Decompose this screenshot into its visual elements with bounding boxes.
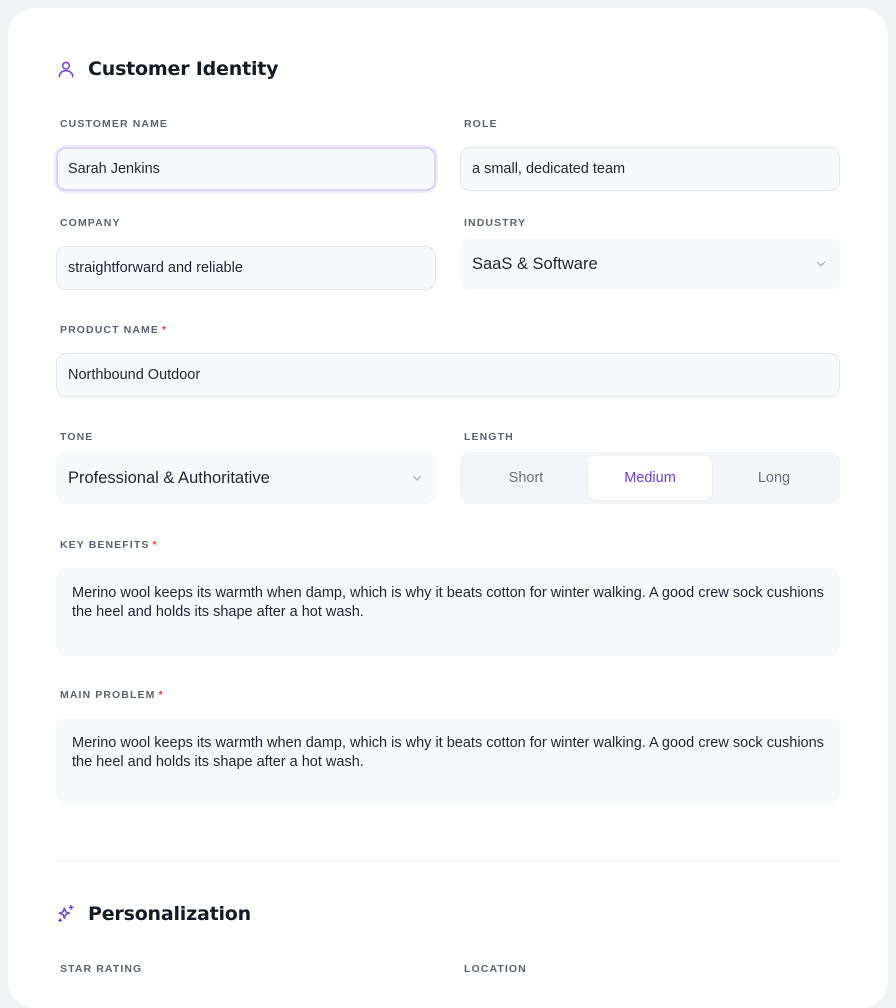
key-benefits-textarea[interactable] — [56, 568, 840, 656]
industry-select[interactable] — [460, 238, 840, 290]
section-title: Personalization — [88, 903, 251, 925]
chevron-down-icon — [410, 471, 424, 485]
required-marker: * — [158, 689, 164, 701]
chevron-down-icon — [814, 257, 828, 271]
main-problem-label-text: MAIN PROBLEM — [60, 689, 156, 701]
section-customer-identity — [56, 58, 278, 80]
tone-label: TONE — [60, 431, 94, 443]
section-personalization — [56, 903, 251, 925]
tone-value: Professional & Authoritative — [68, 468, 270, 487]
industry-value: SaaS & Software — [472, 254, 598, 273]
section-divider — [56, 860, 840, 861]
industry-label: INDUSTRY — [464, 217, 527, 229]
key-benefits-label-text: KEY BENEFITS — [60, 539, 150, 551]
sparkles-icon — [56, 904, 76, 924]
length-option-short[interactable]: Short — [508, 470, 544, 486]
main-problem-value: Merino wool keeps its warmth when damp, which is why it beats cotton for winter walking. A good crew sock cushions the heel and holds its shape after a hot wash. — [72, 735, 824, 770]
required-marker: * — [152, 539, 158, 551]
required-marker: * — [161, 324, 168, 336]
role-value: a small, dedicated team — [472, 161, 626, 177]
length-option-medium[interactable]: Medium — [588, 456, 712, 500]
section-title: Customer Identity — [88, 58, 279, 80]
customer-name-value: Sarah Jenkins — [68, 161, 160, 177]
location-label: LOCATION — [464, 963, 527, 975]
key-benefits-label — [60, 539, 158, 551]
role-label: ROLE — [464, 118, 498, 130]
customer-name-label: CUSTOMER NAME — [60, 118, 169, 130]
tone-select[interactable] — [56, 452, 436, 504]
main-problem-label — [60, 689, 164, 701]
product-name-value: Northbound Outdoor — [68, 367, 201, 383]
user-icon — [56, 59, 76, 79]
length-segmented-control — [460, 452, 840, 504]
product-name-label-text: PRODUCT NAME — [60, 324, 159, 336]
product-name-input[interactable] — [56, 353, 840, 397]
key-benefits-value: Merino wool keeps its warmth when damp, which is why it beats cotton for winter walking. A good crew sock cushions the heel and holds its shape after a hot wash. — [72, 585, 824, 620]
length-label: LENGTH — [464, 431, 514, 443]
company-input[interactable] — [56, 246, 436, 290]
role-input[interactable] — [460, 147, 840, 191]
product-name-label — [60, 324, 167, 336]
star-rating-label: STAR RATING — [60, 963, 143, 975]
customer-name-input[interactable] — [56, 147, 436, 191]
main-problem-textarea[interactable] — [56, 718, 840, 805]
company-label: COMPANY — [60, 217, 121, 229]
company-value: straightforward and reliable — [68, 260, 243, 276]
length-option-long[interactable]: Long — [757, 470, 791, 486]
